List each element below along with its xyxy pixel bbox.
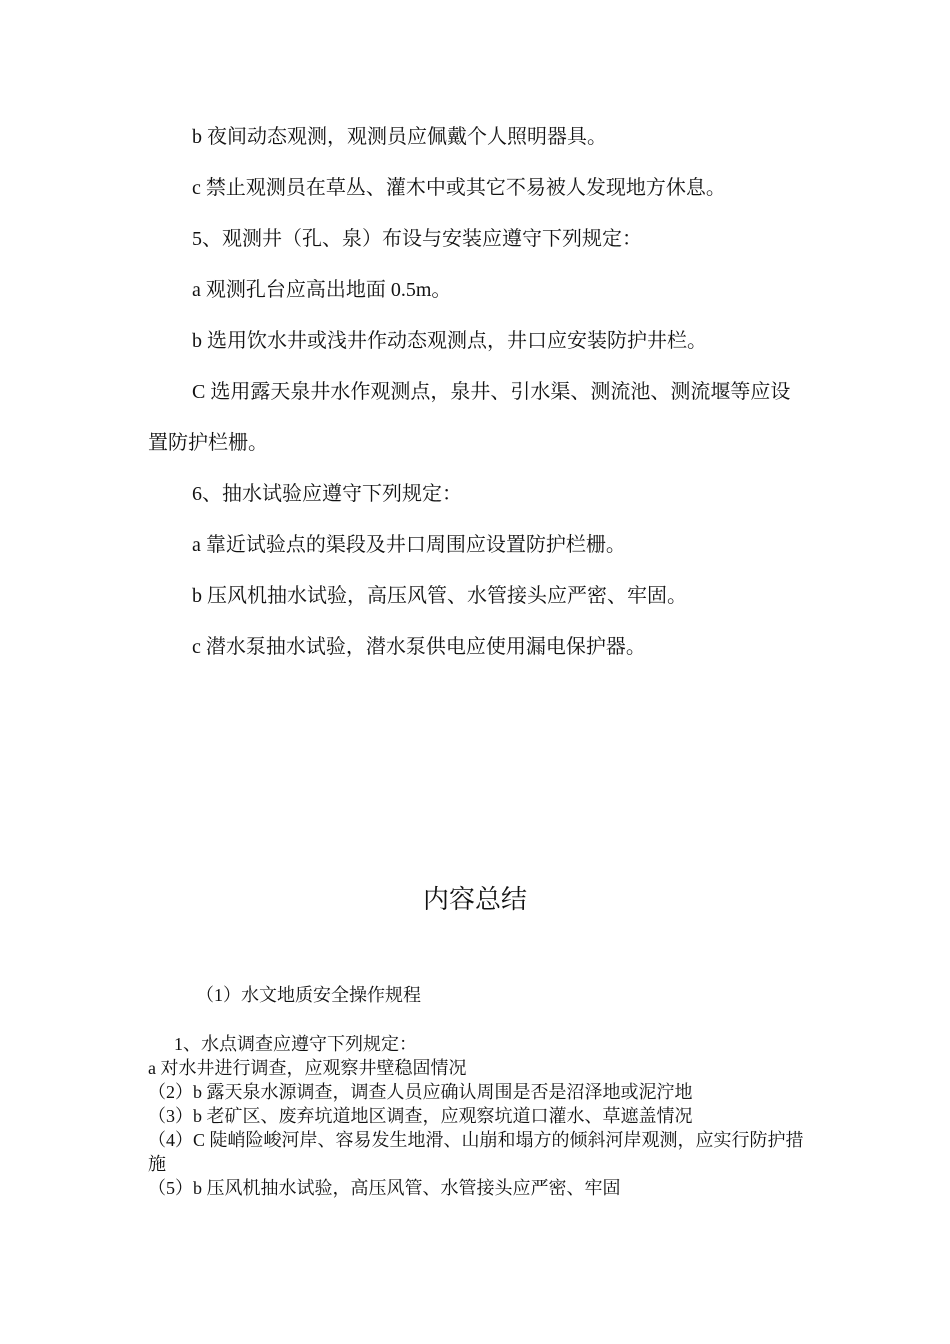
- summary-list: [148, 1032, 808, 1200]
- summary-line: （5）b 压风机抽水试验，高压风管、水管接头应严密、牢固: [148, 1178, 621, 1198]
- paragraph: a 靠近试验点的渠段及井口周围应设置防护栏栅。: [192, 534, 626, 556]
- paragraph: b 夜间动态观测，观测员应佩戴个人照明器具。: [192, 126, 607, 148]
- paragraph: C 选用露天泉井水作观测点，泉井、引水渠、测流池、测流堰等应设置防护栏栅。: [148, 381, 791, 454]
- summary-title: 内容总结: [422, 885, 527, 914]
- summary-line: a 对水井进行调查，应观察井壁稳固情况: [148, 1058, 467, 1078]
- paragraph: 6、抽水试验应遵守下列规定：: [192, 483, 462, 505]
- paragraph: c 禁止观测员在草丛、灌木中或其它不易被人发现地方休息。: [192, 177, 726, 199]
- summary-line: 1、水点调查应遵守下列规定：: [174, 1034, 417, 1054]
- paragraph: a 观测孔台应高出地面 0.5m。: [192, 279, 452, 301]
- paragraph: c 潜水泵抽水试验，潜水泵供电应使用漏电保护器。: [192, 636, 646, 658]
- summary-line: （3）b 老矿区、废弃坑道地区调查，应观察坑道口灌水、草遮盖情况: [148, 1106, 693, 1126]
- paragraph: b 压风机抽水试验，高压风管、水管接头应严密、牢固。: [192, 585, 687, 607]
- paragraph: 5、观测井（孔、泉）布设与安装应遵守下列规定：: [192, 228, 642, 250]
- summary-heading: （1）水文地质安全操作规程: [196, 985, 421, 1005]
- summary-line: （4）C 陡峭险峻河岸、容易发生地滑、山崩和塌方的倾斜河岸观测，应实行防护措施: [148, 1130, 804, 1174]
- paragraph: b 选用饮水井或浅井作动态观测点，井口应安装防护井栏。: [192, 330, 707, 352]
- body-text: [148, 112, 803, 673]
- summary-line: （2）b 露天泉水源调查，调查人员应确认周围是否是沼泽地或泥泞地: [148, 1082, 693, 1102]
